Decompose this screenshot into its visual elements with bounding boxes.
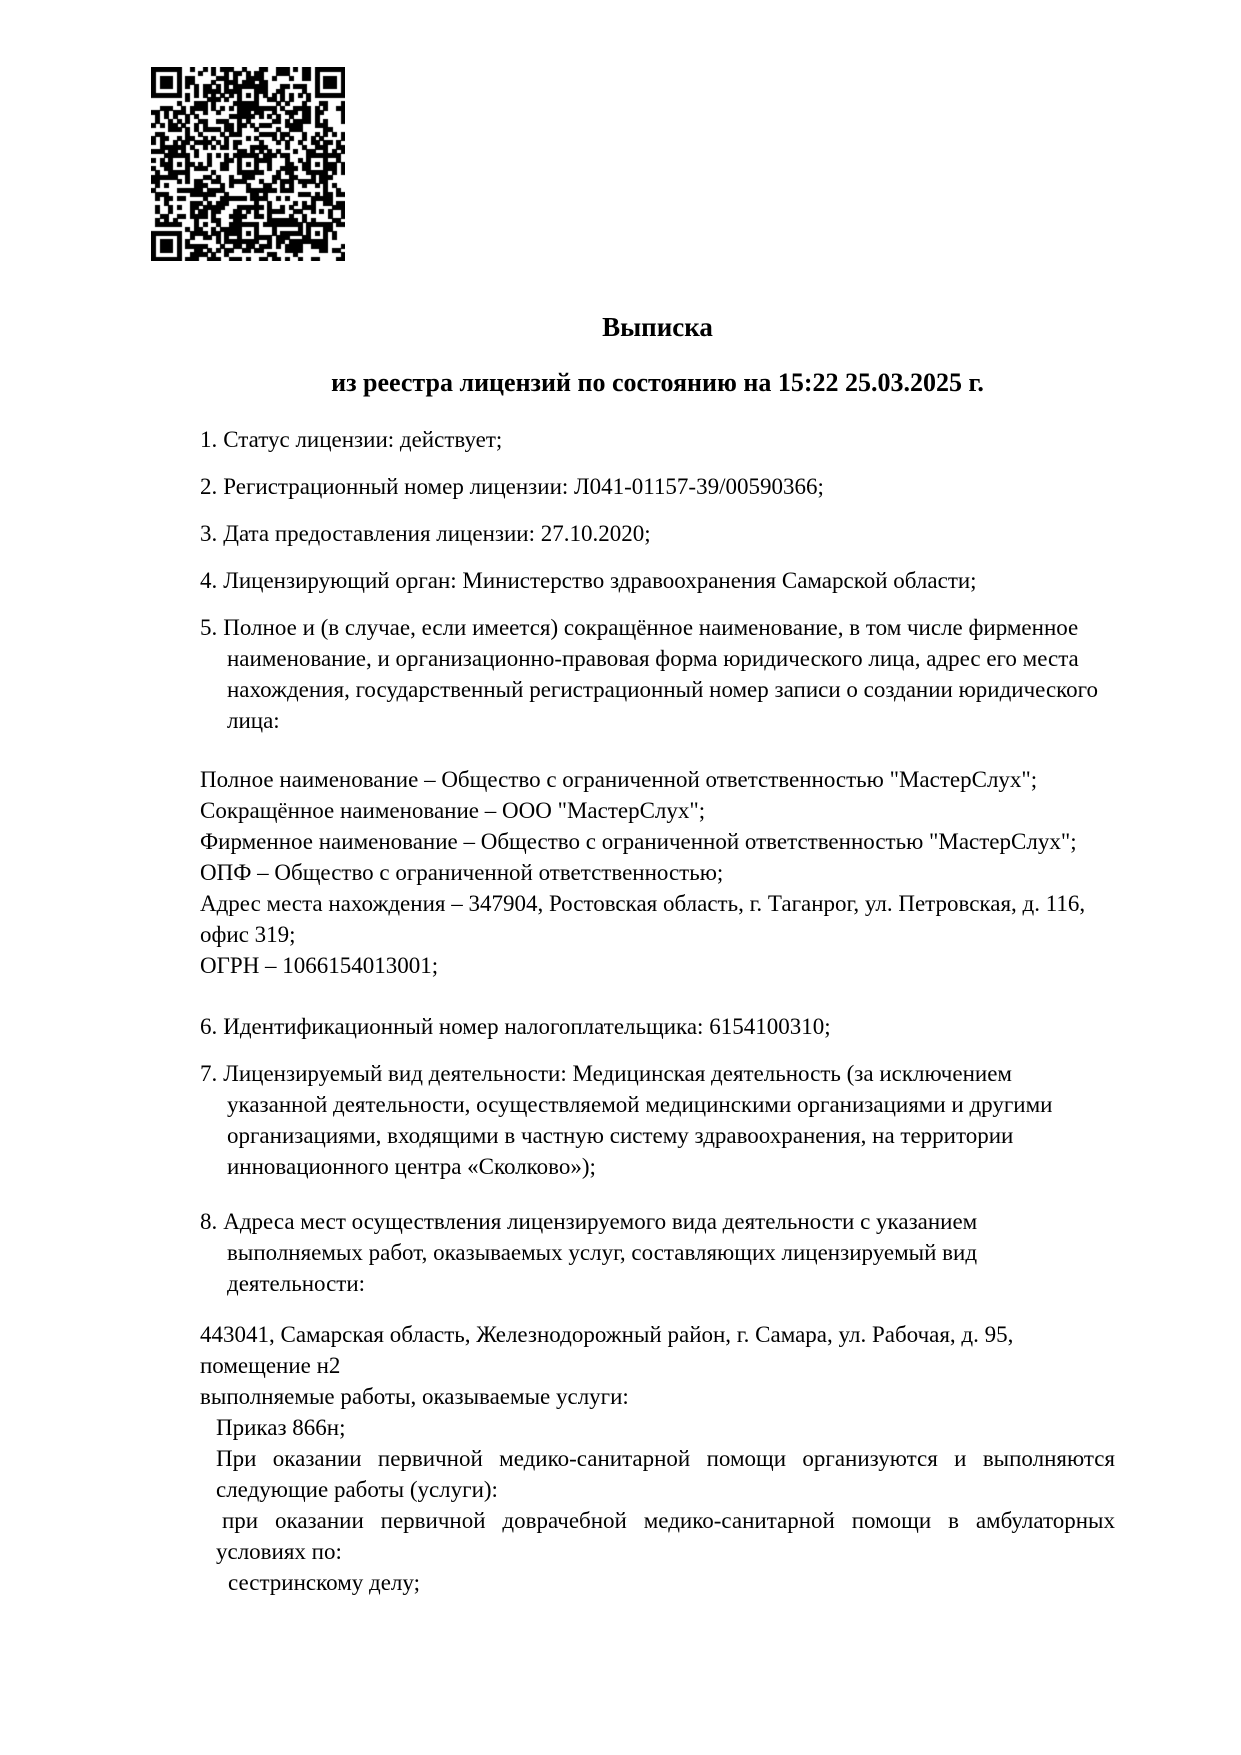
works-header: выполняемые работы, оказываемые услуги: <box>200 1384 629 1409</box>
license-item-activity-type <box>200 1058 1115 1182</box>
nursing-line: сестринскому делу; <box>228 1570 420 1595</box>
document-title: Выписка <box>602 312 713 342</box>
primary-care-line: При оказании первичной медико-санитарной помощи организуются и выполняются следующие работы (услуги): <box>216 1446 1115 1502</box>
item-text: Регистрационный номер лицензии: Л041-01157-39/00590366; <box>223 474 824 499</box>
item-number: 6. <box>200 1014 218 1039</box>
license-item-grant-date <box>200 518 1115 549</box>
document-content <box>200 312 1115 1628</box>
license-item-status <box>200 424 1115 455</box>
item-text: Дата предоставления лицензии: 27.10.2020; <box>223 521 651 546</box>
document-subtitle: из реестра лицензий по состоянию на 15:22 25.03.2025 г. <box>331 368 984 397</box>
item-number: 2. <box>200 474 218 499</box>
organization-block <box>200 764 1115 981</box>
license-item-authority <box>200 565 1115 596</box>
pre-medical-line: при оказании первичной доврачебной медико-санитарной помощи в амбулаторных условиях по: <box>216 1508 1115 1564</box>
item-text: Адреса мест осуществления лицензируемого вида деятельности с указанием выполняемых работ, оказываемых услуг, составляющих лицензируемый вид деятельности: <box>223 1209 978 1296</box>
item-number: 7. <box>200 1061 218 1086</box>
activity-location: 443041, Самарская область, Железнодорожный район, г. Самара, ул. Рабочая, д. 95, помещение н2 <box>200 1322 1014 1378</box>
item-text: Лицензируемый вид деятельности: Медицинская деятельность (за исключением указанной деятельности, осуществляемой медицинскими организациями и другими организациями, входящими в частную систему здравоохранения, на территории инновационного центра «Сколково»); <box>223 1061 1053 1179</box>
license-item-reg-number <box>200 471 1115 502</box>
item-number: 4. <box>200 568 218 593</box>
qr-code-icon <box>151 67 345 261</box>
activity-address-block <box>200 1319 1115 1598</box>
org-address: Адрес места нахождения – 347904, Ростовская область, г. Таганрог, ул. Петровская, д. 116, офис 319; <box>200 891 1086 947</box>
license-item-inn <box>200 1011 1115 1042</box>
item-number: 8. <box>200 1209 218 1234</box>
item-number: 1. <box>200 427 218 452</box>
org-short-name: Сокращённое наименование – ООО "МастерСлух"; <box>200 798 706 823</box>
org-full-name: Полное наименование – Общество с ограниченной ответственностью "МастерСлух"; <box>200 767 1038 792</box>
license-item-activity-addresses <box>200 1206 1115 1299</box>
org-brand-name: Фирменное наименование – Общество с ограниченной ответственностью "МастерСлух"; <box>200 829 1077 854</box>
item-text: Идентификационный номер налогоплательщика: 6154100310; <box>223 1014 831 1039</box>
order-line: Приказ 866н; <box>216 1415 346 1440</box>
item-text: Статус лицензии: действует; <box>223 427 503 452</box>
item-number: 5. <box>200 615 218 640</box>
item-text: Лицензирующий орган: Министерство здравоохранения Самарской области; <box>223 568 977 593</box>
item-text: Полное и (в случае, если имеется) сокращённое наименование, в том числе фирменное наименование, и организационно-правовая форма юридического лица, адрес его места нахождения, государственный регистрационный номер записи о создании юридического лица: <box>223 615 1099 733</box>
license-item-names <box>200 612 1115 736</box>
item-number: 3. <box>200 521 218 546</box>
org-ogrn: ОГРН – 1066154013001; <box>200 953 439 978</box>
org-legal-form: ОПФ – Общество с ограниченной ответственностью; <box>200 860 724 885</box>
